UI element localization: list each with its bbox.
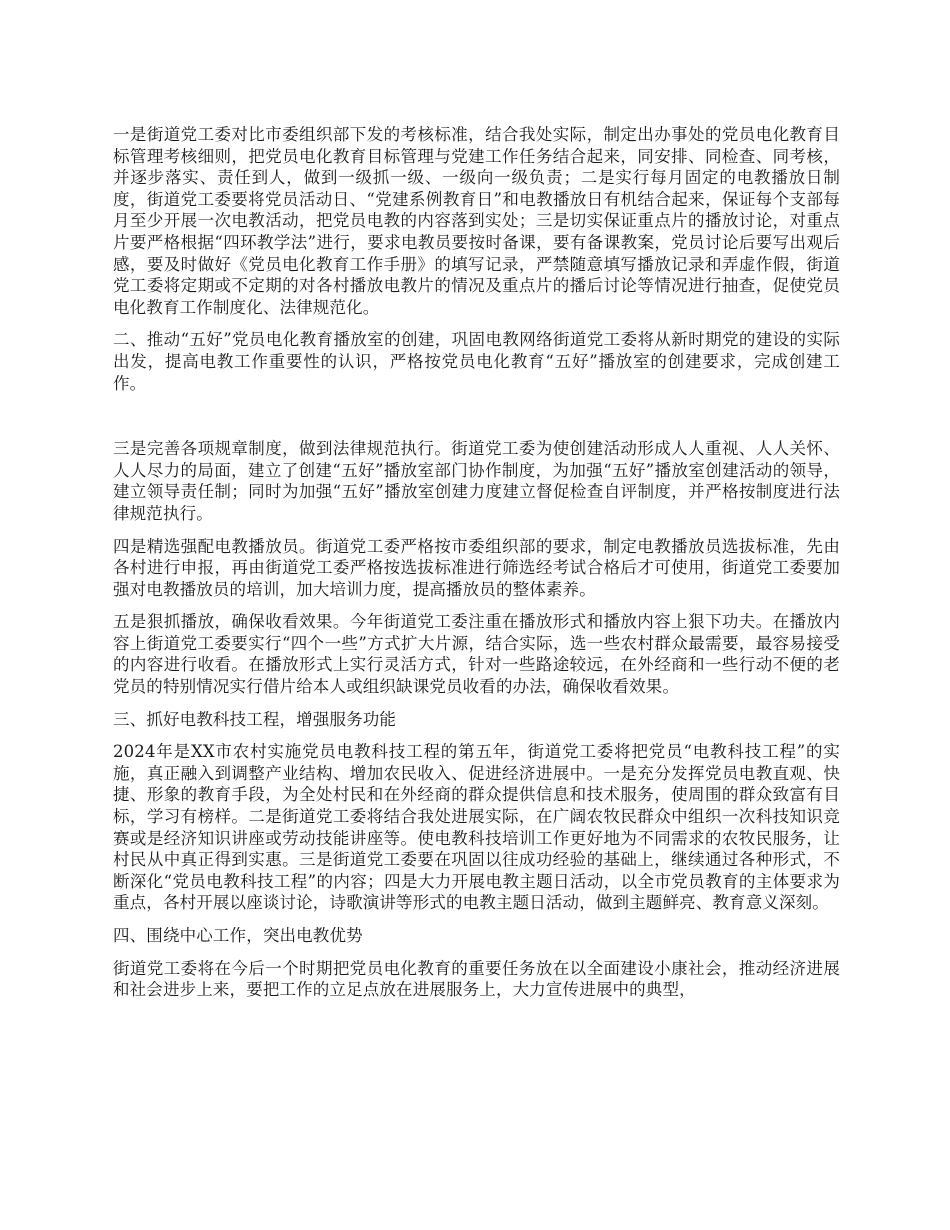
section-heading-central-work: 四、围绕中心工作，突出电教优势 [113,926,363,945]
document-body [113,124,840,1012]
paragraph-rules-system: 三是完善各项规章制度，做到法律规范执行。街道党工委为使创建活动形成人人重视、人人关怀、人人尽力的局面，建立了创建“五好”播放室部门协作制度，为加强“五好”播放室创建活动的领导，建立领导责任制；同时为加强“五好”播放室创建力度建立督促检查自评制度，并严格按制度进行法律规范执行。 [113,439,840,523]
section-heading-tech-project: 三、抓好电教科技工程，增强服务功能 [113,709,397,729]
paragraph-projectionists: 四是精选强配电教播放员。街道党工委严格按市委组织部的要求，制定电教播放员选拔标准，先由各村进行申报，再由街道党工委严格按选拔标准进行筛选经考试合格后才可使用，街道党工委要加强对电教播放员的培训，加大培训力度，提高播放员的整体素养。 [113,536,840,599]
paragraph-five-good-heading: 二、推动“五好”党员电化教育播放室的创建，巩固电教网络街道党工委将从新时期党的建设的实际出发，提高电教工作重要性的认识，严格按党员电化教育“五好”播放室的创建要求，完成创建工作。 [113,330,840,393]
paragraph-central-work: 街道党工委将在今后一个时期把党员电化教育的重要任务放在以全面建设小康社会，推动经济进展和社会进步上来，要把工作的立足点放在进展服务上，大力宣传进展中的典型， [113,958,840,1000]
paragraph-target-management: 一是街道党工委对比市委组织部下发的考核标准，结合我处实际，制定出办事处的党员电化教育目标管理考核细则，把党员电化教育目标管理与党建工作任务结合起来，同安排、同检查、同考核，并逐步落实、责任到人，做到一级抓一级、一级向一级负责；二是实行每月固定的电教播放日制度，街道党工委要将党员活动日、“党建系例教育日”和电教播放日有机结合起来，保证每个支部每月至少开展一次电教活动，把党员电教的内容落到实处；三是切实保证重点片的播放讨论，对重点片要严格根据“四环教学法”进行，要求电教员要按时备课，要有备课教案，党员讨论后要写出观后感，要及时做好《党员电化教育工作手册》的填写记录，严禁随意填写播放记录和弄虚作假，街道党工委将定期或不定期的对各村播放电教片的情况及重点片的播后讨论等情况进行抽查，促使党员电化教育工作制度化、法律规范化。 [113,125,840,317]
paragraph-playback: 五是狠抓播放，确保收看效果。今年街道党工委注重在播放形式和播放内容上狠下功夫。在播放内容上街道党工委要实行“四个一些”方式扩大片源，结合实际，选一些农村群众最需要，最容易接受的内容进行收看。在播放形式上实行灵活方式，针对一些路途较远，在外经商和一些行动不便的老党员的特别情况实行借片给本人或组织缺课党员收看的办法，确保收看效果。 [113,612,840,697]
paragraph-tech-project: 2024年是XX市农村实施党员电教科技工程的第五年，街道党工委将把党员“电教科技工程”的实施，真正融入到调整产业结构、增加农民收入、促进经济进展中。一是充分发挥党员电教直观、快捷、形象的教育手段，为全处村民和在外经商的群众提供信息和技术服务，使周围的群众致富有目标，学习有榜样。二是街道党工委将结合我处进展实际，在广阔农牧民群众中组织一次科技知识竞赛或是经济知识讲座或劳动技能讲座等。使电教科技培训工作更好地为不同需求的农牧民服务，让村民从中真正得到实惠。三是街道党工委要在巩固以往成功经验的基础上，继续通过各种形式，不断深化“党员电教科技工程”的内容；四是大力开展电教主题日活动，以全市党员教育的主体要求为重点，各村开展以座谈讨论，诗歌演讲等形式的电教主题日活动，做到主题鲜亮、教育意义深刻。 [113,742,840,913]
